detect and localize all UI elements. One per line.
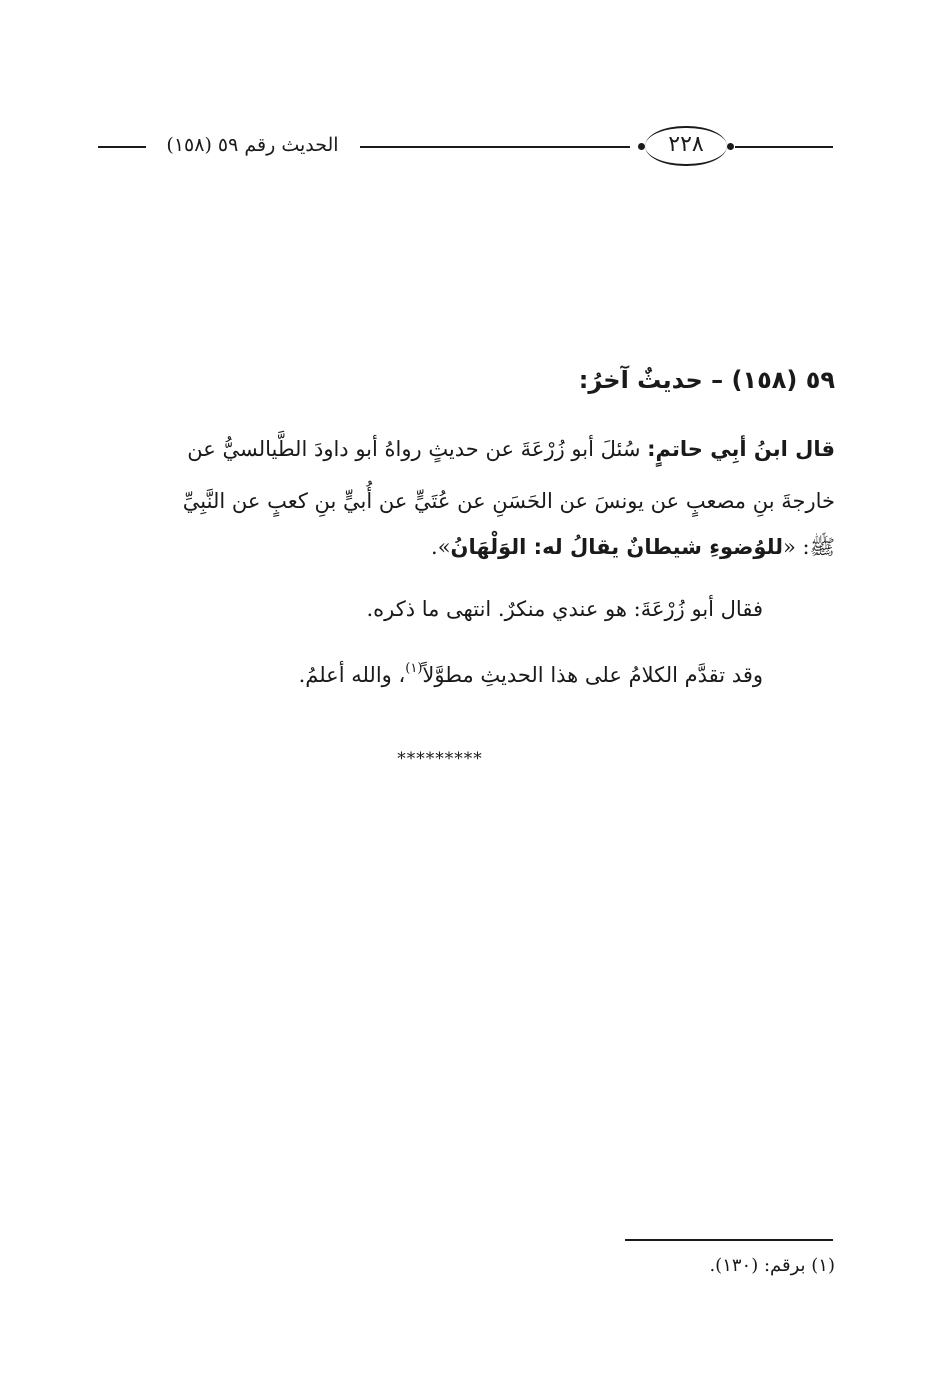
footnote: (١) برقم: (١٣٠). [709, 1255, 835, 1276]
salutation-prefix: ﷺ: « [783, 535, 835, 559]
header-ornament-dot [638, 143, 645, 150]
header-rule-left [98, 146, 146, 148]
paragraph-line [187, 434, 835, 464]
paragraph-line: خارجةَ بنِ مصعبٍ عن يونسَ عن الحَسَنِ عن عُتَيٍّ عن أُبيٍّ بنِ كعبٍ عن النَّبِيِّ [182, 489, 835, 513]
hadith-text: للوُضوءِ شيطانٌ يقالُ له: الوَلْهَانُ [450, 535, 784, 559]
running-title: الحديث رقم ٥٩ (١٥٨) [166, 134, 339, 156]
footnote-rule [625, 1239, 833, 1241]
paragraph-text: وقد تقدَّم الكلامُ على هذا الحديثِ مطوَّلاً [422, 663, 763, 687]
section-separator: ********* [397, 749, 483, 769]
header-rule-right [735, 146, 833, 148]
paragraph-line: فقال أبو زُرْعَةَ: هو عندي منكرٌ. انتهى ما ذكره. [366, 597, 763, 621]
paragraph-line [299, 660, 763, 694]
quote-close: ». [431, 535, 451, 559]
section-heading: ٥٩ (١٥٨) – حديثٌ آخرُ: [578, 366, 835, 394]
header-ornament-dot [727, 143, 734, 150]
header-rule-middle [360, 146, 630, 148]
page-number: ٢٢٨ [668, 132, 704, 157]
footnote-reference[interactable]: (١) [405, 661, 423, 676]
paragraph-line [431, 532, 835, 562]
paragraph-text: سُئلَ أبو زُرْعَةَ عن حديثٍ رواهُ أبو داودَ الطَّيالسيُّ عن [187, 437, 641, 461]
paragraph-text: ، والله أعلمُ. [298, 663, 406, 687]
speaker-label: قال ابنُ أبِي حاتمٍ: [647, 437, 835, 461]
